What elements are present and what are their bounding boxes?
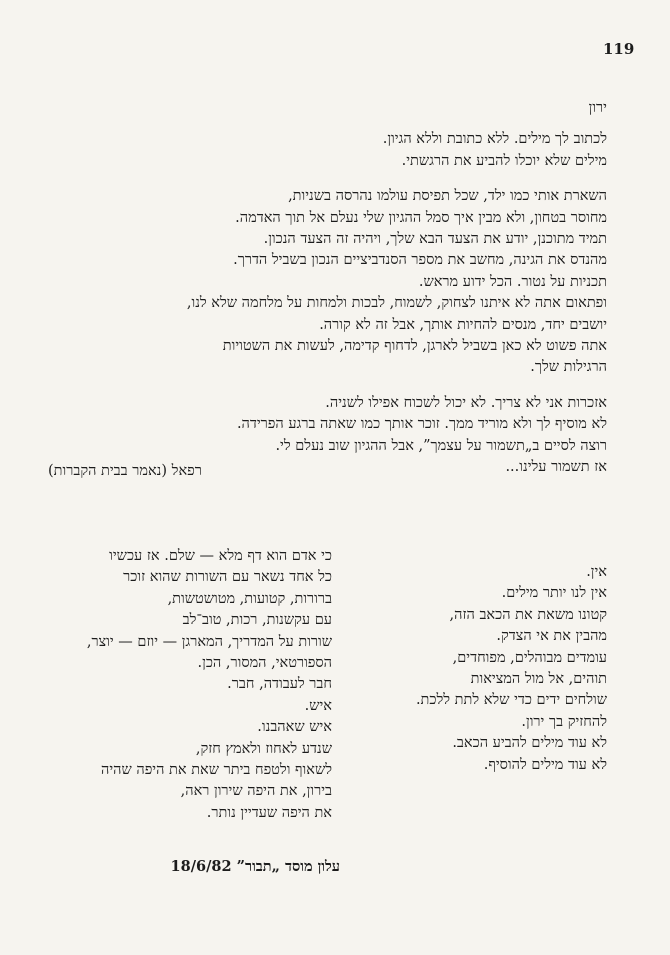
page-number: 119 — [603, 40, 635, 58]
poem-line: כל אחד נשאר עם השורות שהוא זוכר — [123, 569, 332, 586]
text-line: לא מוסיף לך ולא מוריד ממך. זוכר אותך כמו שאתה ברגע הפרידה. — [236, 416, 607, 433]
poem-line: להחזיק בך ירון. — [521, 713, 607, 730]
text-line: אז תשמור עלינו... — [505, 459, 607, 476]
text-line: תכניות על נטור. הכל ידוע מראש. — [418, 273, 607, 290]
poem-line: את היפה שעדיין נותר. — [206, 804, 332, 821]
text-line: מהנדס את הגינה, מחשב את מספר הסנדביציים הנכון בשביל הדרך. — [233, 252, 607, 269]
poem-line: אין. — [586, 564, 607, 580]
poem-line: לשאוף ולטפח ביתר שאת את היפה שהיה — [101, 762, 332, 779]
poem-line: ברורות, קטועות, מטושטשות, — [167, 590, 332, 607]
text-line: הרגילות שלך. — [530, 359, 607, 376]
text-line: מילים שלא יוכלו להביע את הרגשתי. — [401, 152, 607, 169]
letter — [40, 98, 607, 489]
text-line: רוצה לסיים ב„תשמור על עצמך”, אבל ההגיון שוב נעלם לי. — [275, 437, 607, 454]
poem-line: מהבין את אי הצדק. — [496, 628, 607, 645]
poem-line: שנדע לאחוז ולאמץ חזק, — [195, 740, 332, 757]
letter-addressee: ירון — [588, 100, 607, 116]
poem-line: הספורטאי, המסור, הכן. — [197, 655, 332, 672]
text-line: אתה פשוט לא כאן בשביל לארגן, לדחוף קדימה, לעשות את השטויות — [222, 338, 607, 355]
poem-line: עם עקשנות, רכות, טוב־לב — [182, 612, 332, 629]
poem-line: שורות על המדריך, המארגן — יוזם — יוצר, — [86, 633, 332, 650]
poem-line: חבר לעבודה, חבר. — [227, 676, 332, 693]
poem-line: איש שאהבנו. — [257, 719, 332, 736]
poem-line: לא עוד מילים להוסיף. — [483, 756, 607, 773]
poem-line: איש. — [304, 697, 332, 714]
text-line: ופתאום אתה לא איתנו לצחוק, לשמוח, לבכות ולמחות על מלחמה שלא לנו, — [186, 295, 607, 312]
text-line: תמיד מתוכנן, יודע את הצעד הבא שלך, ויהיה זה הצעד הנכון. — [263, 231, 607, 248]
text-line: מחוסר בטחון, ולא מבין איך סמל ההגיון שלי נעלם אל תוך האדמה. — [235, 209, 607, 226]
poem-line: שולחים ידים כדי שלא לתת ללכת. — [415, 692, 607, 709]
text-line: יושבים יחד, מנסים להחיות אותך, אבל זה לא קורה. — [319, 316, 607, 333]
letter-paragraph-1 — [40, 129, 607, 172]
letter-signature: רפאל (נאמר בבית הקברות) — [48, 463, 202, 479]
poem-right-column — [340, 562, 607, 776]
poem-line: תוהים, אל מול המציאות — [470, 671, 607, 688]
text-line: השארת אותי כמו ילד, שכל תפיסת עולמו נהרסה בשניות, — [288, 188, 607, 205]
letter-paragraph-2 — [40, 186, 607, 379]
source-footer: עלון מוסד „תבור” 18/6/82 — [170, 858, 340, 875]
poem-line: בירון, את היפה שירון ראה, — [180, 783, 332, 800]
poem-line: קטונו משאת את הכאב הזה, — [449, 606, 607, 623]
poem-line: לא עוד מילים להביע הכאב. — [452, 735, 607, 752]
text-line: לכתוב לך מילים. ללא כתובת וללא הגיון. — [382, 131, 607, 148]
poem-line: עומדים מבוהלים, מפוחדים, — [452, 649, 607, 666]
text-line: אזכרות אני לא צריך. לא יכול לשכוח אפילו לשניה. — [325, 394, 607, 411]
poem-left-column — [40, 546, 332, 824]
poem-line: כי אדם הוא דף מלא — שלם. אז עכשיו — [109, 548, 332, 564]
poem-line: אין לנו יותר מילים. — [501, 585, 607, 602]
